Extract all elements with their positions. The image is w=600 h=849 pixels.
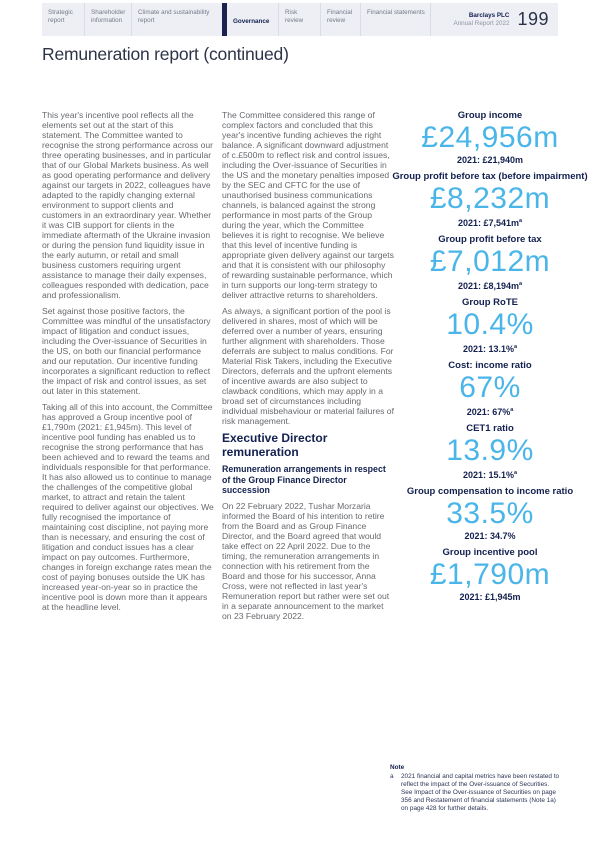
metric-label: Group incentive pool (442, 547, 538, 558)
page-title: Remuneration report (continued) (42, 44, 289, 64)
metric-group-incentive-pool (388, 547, 592, 603)
metric-cet1-ratio (388, 423, 592, 481)
tab-governance[interactable]: Governance (222, 3, 278, 36)
metric-prior-year: 2021: 67%$^a$ (466, 407, 514, 417)
metric-value: £24,956m (421, 121, 559, 154)
tab-shareholder-information[interactable]: Shareholder information (84, 3, 131, 36)
metric-value: £7,012m (429, 245, 551, 278)
text-column-1 (42, 110, 214, 618)
text-column-2 (222, 110, 394, 627)
body-paragraph: As always, a significant portion of the pool is delivered in shares, most of which will be deferred over a number of years, ensuring further alignment with shareholders. Those deferrals are subject to malus conditions. For Material Risk Takers, including the Executive Directors, deferrals and the upfront elements of incentive awards are also subject to clawback conditions, which may apply in a broad set of circumstances including individual misbehaviour or material failures of risk management. (222, 306, 394, 426)
footnote-item (390, 773, 562, 813)
metric-group-profit-before-tax (388, 234, 592, 292)
metric-group-compensation-to-income-ratio (388, 486, 592, 542)
footnote-reference: a (513, 344, 518, 350)
metric-group-income (388, 110, 592, 166)
section-heading: Remuneration arrangements in respect of the Group Finance Director succession (222, 464, 386, 495)
metric-label: Group profit before tax (before impairment) (392, 171, 588, 182)
footnote (390, 764, 562, 813)
metric-group-profit-before-tax-before-impairment (388, 171, 592, 229)
tab-climate-and-sustainability-report[interactable]: Climate and sustainability report (131, 3, 222, 36)
tab-strategic-report[interactable]: Strategic report (48, 9, 73, 24)
metric-label: Group compensation to income ratio (406, 486, 574, 497)
body-paragraph: The Committee considered this range of complex factors and concluded that this year's incentive funding achieves the right balance. A significant downward adjustment of c.£500m to reflect risk and control issues, including the Over-issuance of Securities in the US and the monetary penalties imposed by the SEC and CFTC for the use of unauthorised business communications channels, is balanced against the strong performance in most parts of the Group during the year, which the Committee believes it is right to recognise. We believe that this level of incentive funding is appropriate given delivery against our targets and that it is consistent with our philosophy of rewarding sustainable performance, which in turn supports our long-term strategy to deliver attractive returns to shareholders. (222, 110, 394, 300)
footnote-heading: Note (390, 764, 405, 771)
body-paragraph: Set against those positive factors, the Committee was mindful of the unsatisfactory impact of litigation and conduct issues, including the Over-issuance of Securities in the US, on both our financial performance and our reputation. Our incentive funding incorporates a significant reduction to reflect the impact of risk and control issues, as set out later in this statement. (42, 306, 211, 396)
page-number: 199 (517, 9, 549, 29)
metric-prior-year: 2021: $£7,541m^a$ (457, 218, 523, 228)
brand-subtitle: Annual Report 2022 (453, 19, 510, 27)
metric-label: Cost: income ratio (448, 360, 532, 371)
metric-value: £8,232m (429, 182, 551, 215)
footnote-marker: a (390, 773, 394, 780)
metric-label: CET1 ratio (466, 423, 514, 434)
metric-label: Group RoTE (462, 297, 518, 308)
metric-value: 67% (459, 371, 521, 404)
section-heading: Executive Director remuneration (222, 431, 328, 459)
metric-label: Group profit before tax (438, 234, 542, 245)
tab-risk-review[interactable]: Risk review (278, 3, 320, 36)
key-metrics-sidebar (388, 110, 592, 608)
metric-value: £1,790m (429, 558, 551, 591)
footnote-text: 2021 financial and capital metrics have been restated to reflect the impact of the Over-issuance of Securities. See Impact of the Over-issuance of Securities on page 356 and Restatement of financial statements (Note 1a) on page 428 for further details. (401, 773, 560, 812)
brand-text (453, 12, 509, 27)
metric-prior-year: 2021: 15.1%$^a$ (462, 470, 518, 480)
body-paragraph: On 22 February 2022, Tushar Morzaria informed the Board of his intention to retire from the Board and as Group Finance Director, and the Board agreed that would take effect on 22 April 2022. Due to the timing, the remuneration arrangements in connection with his retirement from the Board and those for his successor, Anna Cross, were not reflected in last year's Remuneration report but rather were set out in a separate announcement to the market on 23 February 2022. (222, 500, 390, 621)
metric-value: 33.5% (446, 497, 534, 530)
metric-prior-year: 2021: £21,940m (456, 155, 524, 165)
nav-tabs (42, 3, 430, 36)
metric-label: Group income (457, 110, 523, 121)
body-paragraph: This year's incentive pool reflects all the elements set out at the start of this statement. The Committee wanted to recognise the strong performance across our three operating businesses, and in particular that of our Global Markets business. As well as good operating performance and delivery against our targets in 2022, colleagues have adapted to the rapidly changing external environment to support clients and customers in an extraordinary year. Whether it was CIB support for clients in the immediate aftermath of the Ukraine invasion or during the pension fund liquidity issue in the early autumn, or retail and small business customers requiring urgent assistance to manage their daily expenses, colleagues responded with dedication, pace and professionalism. (42, 110, 214, 300)
top-nav-bar (42, 3, 558, 36)
metric-prior-year: 2021: £1,945m (459, 592, 521, 602)
tab-financial-review[interactable]: Financial review (320, 3, 360, 36)
footnote-reference: a (519, 281, 523, 287)
metric-group-rote (388, 297, 592, 355)
metric-cost-income-ratio (388, 360, 592, 418)
brand-area (430, 3, 558, 36)
metric-prior-year: 2021: 13.1%$^a$ (462, 344, 518, 354)
metric-prior-year: 2021: $£8,194m^a$ (457, 281, 523, 291)
metric-value: 13.9% (446, 434, 534, 467)
body-paragraph: Taking all of this into account, the Committee has approved a Group incentive pool of £1,790m (2021: £1,945m). This level of incentive pool funding has enabled us to recognise the strong performance that has been achieved and to reward the teams and individuals responsible for that performance. It has also allowed us to continue to manage the challenges of the competitive global market, to attract and retain the talent required to deliver against our objectives. We fully recognised the importance of maintaining cost discipline, not paying more than is necessary, and ensuring the cost of litigation and conduct issues has a clear impact on pay outcomes. Furthermore, changes in foreign exchange rates mean the cost of paying bonuses outside the UK has increased year-on-year so in practice the incentive pool is down more than it appears at the headline level. (42, 402, 214, 612)
metric-value: 10.4% (446, 308, 534, 341)
metric-prior-year: 2021: 34.7% (464, 531, 516, 541)
footnote-reference: a (519, 218, 523, 224)
brand-name: Barclays PLC (468, 11, 510, 19)
footnote-reference: a (510, 407, 514, 413)
footnote-reference: a (513, 470, 518, 476)
tab-financial-statements[interactable]: Financial statements (360, 3, 430, 36)
